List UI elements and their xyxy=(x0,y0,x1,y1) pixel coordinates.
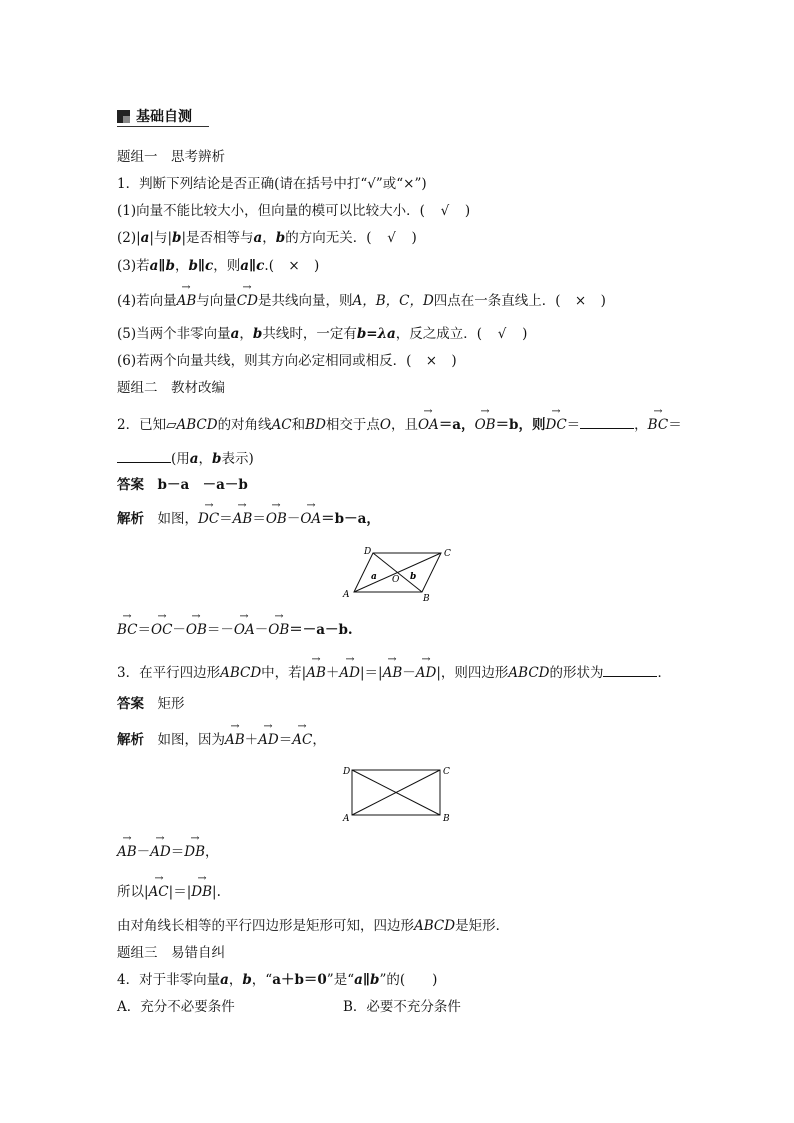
q1-stem: 1．判断下列结论是否正确(请在括号中打“√”或“×”) xyxy=(117,176,427,192)
q1-item-1: (1)向量不能比较大小，但向量的模可以比较大小．( √ ) xyxy=(117,203,471,219)
rectangle-figure xyxy=(340,762,460,826)
group1-title: 题组一 思考辨析 xyxy=(117,149,225,165)
label-c: C xyxy=(444,549,451,559)
header-underline xyxy=(117,126,209,127)
q4-stem: 4．对于非零向量a，b，“a＋b＝0”是“a∥b”的( ) xyxy=(117,972,438,988)
answer-mark: √ xyxy=(387,230,396,246)
header-square-icon xyxy=(117,110,130,123)
label-c: C xyxy=(443,767,450,777)
q2-analysis-final: → BC＝→ OC－→ OB＝－→ OA－→ OB＝－a－b. xyxy=(117,621,353,639)
q4-option-b: B．必要不充分条件 xyxy=(343,999,461,1015)
q3-answer: 答案 矩形 xyxy=(117,696,185,712)
q2-answer: 答案 b－a －a－b xyxy=(117,477,248,493)
q3-analysis: 解析 如图，因为→ AB＋→ AD＝→ AC， xyxy=(117,731,326,749)
q1-item-6: (6)若两个向量共线，则其方向必定相同或相反．( × ) xyxy=(117,353,457,369)
answer-mark: × xyxy=(574,293,587,309)
q3-analysis-eq2: → AB－→ AD＝→ DB， xyxy=(117,843,219,861)
label-b: B xyxy=(423,594,430,604)
section-title: 基础自测 xyxy=(136,109,192,125)
answer-blank xyxy=(580,415,634,429)
label-d: D xyxy=(364,547,372,557)
answer-mark: √ xyxy=(497,326,507,342)
q2-stem-line2: (用a，b表示) xyxy=(117,449,254,468)
answer-blank xyxy=(117,449,171,463)
label-vec-b: b xyxy=(410,572,417,582)
q3-analysis-so: 所以|→ AC|＝|→ DB|. xyxy=(117,883,221,901)
label-b: B xyxy=(443,814,450,824)
q1-item-2: (2)|a|与|b|是否相等与a，b的方向无关．( √ ) xyxy=(117,230,417,246)
answer-mark: √ xyxy=(440,203,450,219)
q4-option-a: A．充分不必要条件 xyxy=(117,999,235,1015)
label-a: A xyxy=(343,590,350,600)
q1-item-3: (3)若a∥b，b∥c，则a∥c.( × ) xyxy=(117,258,320,274)
label-d: D xyxy=(343,767,351,777)
group2-title: 题组二 教材改编 xyxy=(117,380,225,396)
q2-stem: 2．已知▱ABCD的对角线AC和BD相交于点O，且→ OA＝a，→ OB＝b，则→ DC＝ ，→ BC＝ xyxy=(117,415,682,434)
label-vec-a: a xyxy=(371,572,377,582)
vector-ab: → AB xyxy=(177,292,197,310)
answer-mark: × xyxy=(288,258,300,274)
label-a: A xyxy=(343,814,350,824)
q2-analysis: 解析 如图，→ DC＝→ AB＝→ OB－→ OA＝b－a， xyxy=(117,510,380,528)
q1-item-5: (5)当两个非零向量a，b共线时，一定有b=λa，反之成立．( √ ) xyxy=(117,326,528,342)
parallelogram-figure xyxy=(340,544,460,604)
group3-title: 题组三 易错自纠 xyxy=(117,945,225,961)
q3-stem: 3．在平行四边形ABCD中，若|→ AB＋→ AD|＝|→ AB－→ AD|，则四边形ABCD的形状为 ． xyxy=(117,663,671,682)
section-header xyxy=(117,106,192,126)
label-o: O xyxy=(392,575,400,585)
vector-cd: → CD xyxy=(237,292,258,310)
q1-item-4: (4)若向量→ AB与向量→ CD是共线向量，则A，B，C，D四点在一条直线上．( × ) xyxy=(117,292,606,310)
q3-conclusion: 由对角线长相等的平行四边形是矩形可知，四边形ABCD是矩形． xyxy=(117,918,510,934)
answer-blank xyxy=(603,663,657,677)
answer-mark: × xyxy=(425,353,438,369)
